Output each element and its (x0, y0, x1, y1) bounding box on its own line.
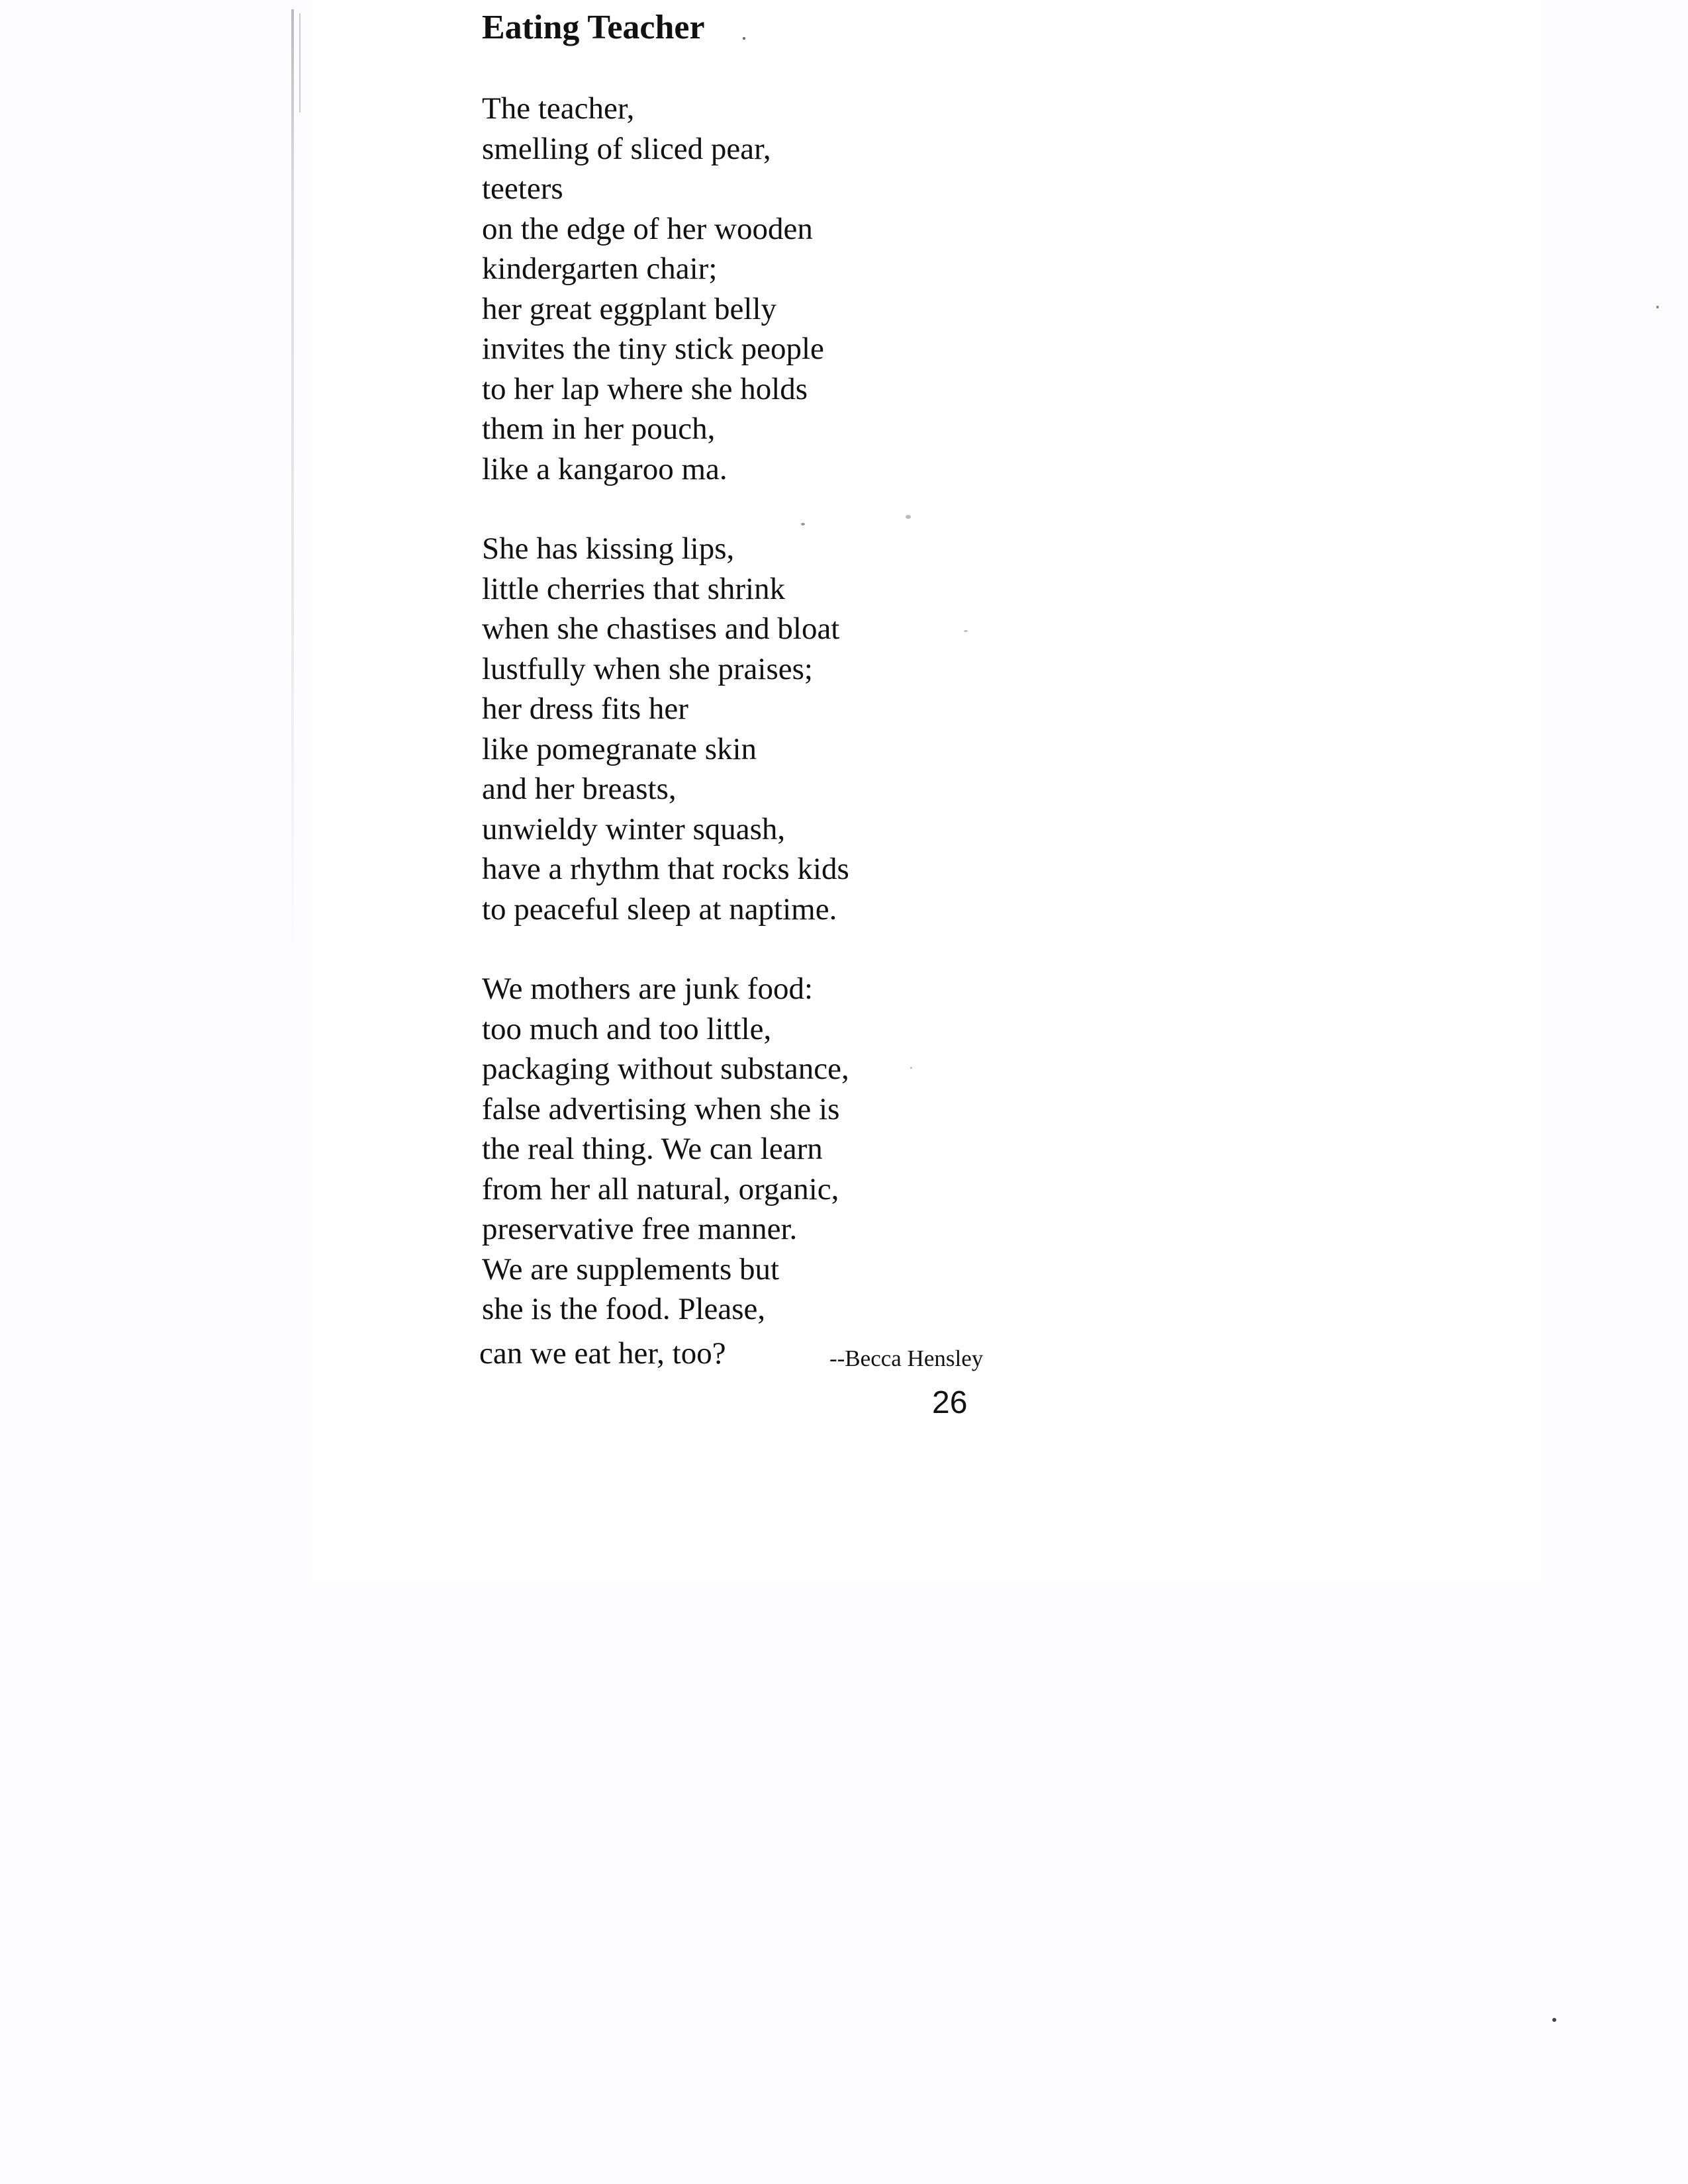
poem-line: the real thing. We can learn (482, 1132, 823, 1166)
poem-line: them in her pouch, (482, 412, 716, 446)
poem-line: she is the food. Please, (482, 1292, 766, 1326)
poem-line: kindergarten chair; (482, 251, 718, 286)
poem-line: We mothers are junk food: (482, 972, 814, 1006)
poem-line: her great eggplant belly (482, 291, 777, 326)
poem-closing-row (479, 1330, 1078, 1376)
page-number: 26 (932, 1385, 968, 1420)
poem-line: invites the tiny stick people (482, 332, 824, 366)
scan-speck (743, 37, 745, 40)
poem-last-line: can we eat her, too? (479, 1336, 726, 1371)
poem-line: smelling of sliced pear, (482, 131, 771, 166)
scan-speck (910, 1067, 912, 1069)
scan-speck (964, 630, 968, 632)
poem-line: little cherries that shrink (482, 571, 786, 606)
scan-speck (906, 515, 911, 519)
poem-line: We are supplements but (482, 1251, 780, 1287)
poem-line: to her lap where she holds (482, 371, 808, 406)
stanza-1 (482, 89, 1078, 489)
poem-line: her dress fits her (482, 692, 688, 726)
poem-line: like a kangaroo ma. (482, 451, 727, 486)
scan-edge-line (291, 9, 294, 969)
scan-speck (801, 523, 805, 525)
poem-line: unwieldy winter squash, (482, 811, 786, 846)
poem-line: She has kissing lips, (482, 531, 735, 566)
poem-line: to peaceful sleep at naptime. (482, 891, 837, 927)
poem-line: from her all natural, organic, (482, 1171, 839, 1206)
poem-title: Eating Teacher (482, 9, 705, 46)
poem-author: --Becca Hensley (829, 1345, 984, 1371)
poem-line: on the edge of her wooden (482, 211, 813, 246)
poem-line: lustfully when she praises; (482, 651, 813, 686)
poem (479, 8, 1078, 1376)
scan-edge-mark (299, 13, 301, 113)
poem-line: packaging without substance, (482, 1052, 849, 1086)
poem-line: when she chastises and bloat (482, 612, 840, 646)
poem-line: preservative free manner. (482, 1212, 798, 1246)
stanza-2 (482, 529, 1078, 929)
poem-line: have a rhythm that rocks kids (482, 852, 849, 886)
stanza-3 (482, 969, 1078, 1330)
poem-line: false advertising when she is (482, 1091, 840, 1126)
poem-line: too much and too little, (482, 1011, 772, 1046)
poem-line: teeters (482, 171, 563, 206)
scan-speck (1552, 2018, 1556, 2022)
poem-line: The teacher, (482, 91, 635, 126)
scan-speck (1656, 306, 1659, 308)
poem-line: and her breasts, (482, 772, 677, 806)
poem-line: like pomegranate skin (482, 731, 757, 766)
